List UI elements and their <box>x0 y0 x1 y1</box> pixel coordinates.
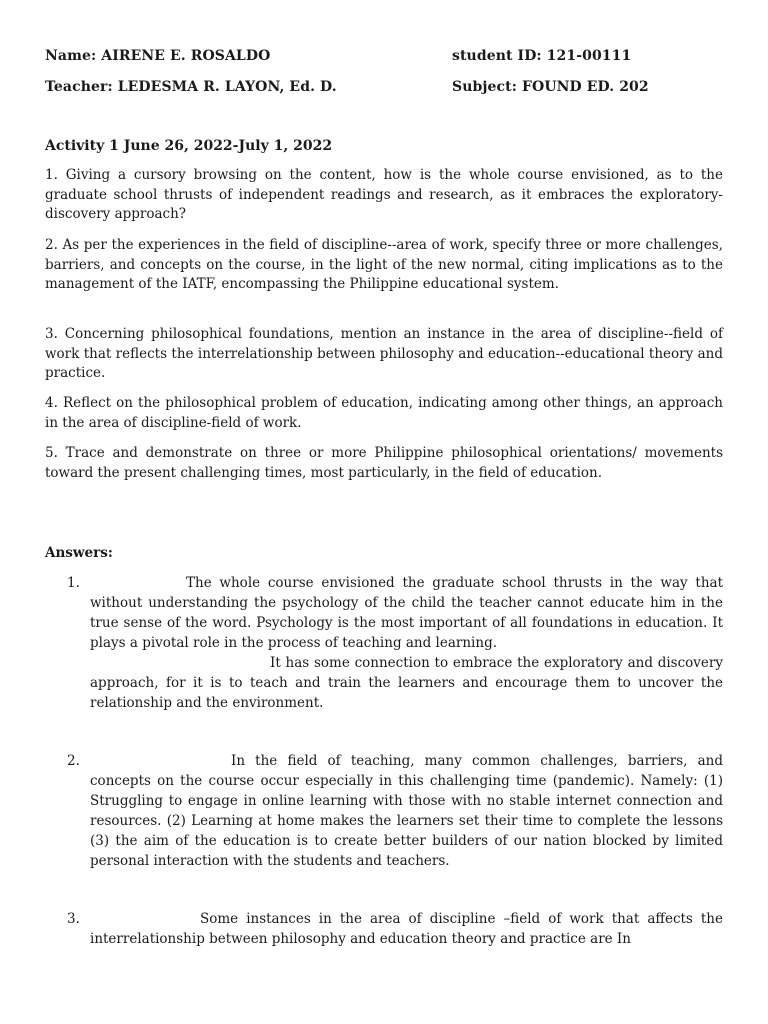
teacher-name: Teacher: LEDESMA R. LAYON, Ed. D. <box>45 79 337 95</box>
question-4: 4. Reflect on the philosophical problem of education, indicating among other things, an approach in the area of discipline-field of work. <box>45 395 723 431</box>
answer-1-paragraph-1: The whole course envisioned the graduate school thrusts in the way that without understanding the psychology of the child the teacher cannot educate him in the true sense of the word. Psychology is the most important of all foundations in education. It plays a pivotal role in the process of teaching and learning. <box>90 575 723 651</box>
answer-number: 3. <box>67 911 80 927</box>
question-2: 2. As per the experiences in the field of discipline--area of work, specify three or more challenges, barriers, and concepts on the course, in the light of the new normal, citing implications as to the management of the IATF, encompassing the Philippine educational system. <box>45 237 723 293</box>
question-1: 1. Giving a cursory browsing on the content, how is the whole course envisioned, as to the graduate school thrusts of independent readings and research, as it embraces the exploratory-discovery approach? <box>45 167 723 223</box>
answer-2 <box>90 751 723 871</box>
student-name: Name: AIRENE E. ROSALDO <box>45 48 271 64</box>
subject: Subject: FOUND ED. 202 <box>452 79 649 95</box>
question-3: 3. Concerning philosophical foundations, mention an instance in the area of discipline--field of work that reflects the interrelationship between philosophy and education--educational theory and practice. <box>45 326 723 382</box>
answer-3-paragraph-1: Some instances in the area of discipline –field of work that affects the interrelationship between philosophy and education theory and practice are In <box>90 911 723 947</box>
answer-3 <box>90 909 723 949</box>
answers-heading: Answers: <box>45 545 113 561</box>
student-id: student ID: 121-00111 <box>452 48 632 64</box>
answer-1-paragraph-2: It has some connection to embrace the exploratory and discovery approach, for it is to teach and train the learners and encourage them to uncover the relationship and the environment. <box>90 655 723 711</box>
activity-title: Activity 1 June 26, 2022-July 1, 2022 <box>45 138 333 154</box>
question-5: 5. Trace and demonstrate on three or more Philippine philosophical orientations/ movements toward the present challenging times, most particularly, in the field of education. <box>45 445 723 481</box>
answer-2-paragraph-1: In the field of teaching, many common challenges, barriers, and concepts on the course occur especially in this challenging time (pandemic). Namely: (1) Struggling to engage in online learning with those with no stable internet connection and resources. (2) Learning at home makes the learners set their time to complete the lessons (3) the aim of the education is to create better builders of our nation blocked by limited personal interaction with the students and teachers. <box>90 753 723 869</box>
answer-number: 1. <box>67 575 80 591</box>
answer-1 <box>90 573 723 713</box>
answer-number: 2. <box>67 753 80 769</box>
